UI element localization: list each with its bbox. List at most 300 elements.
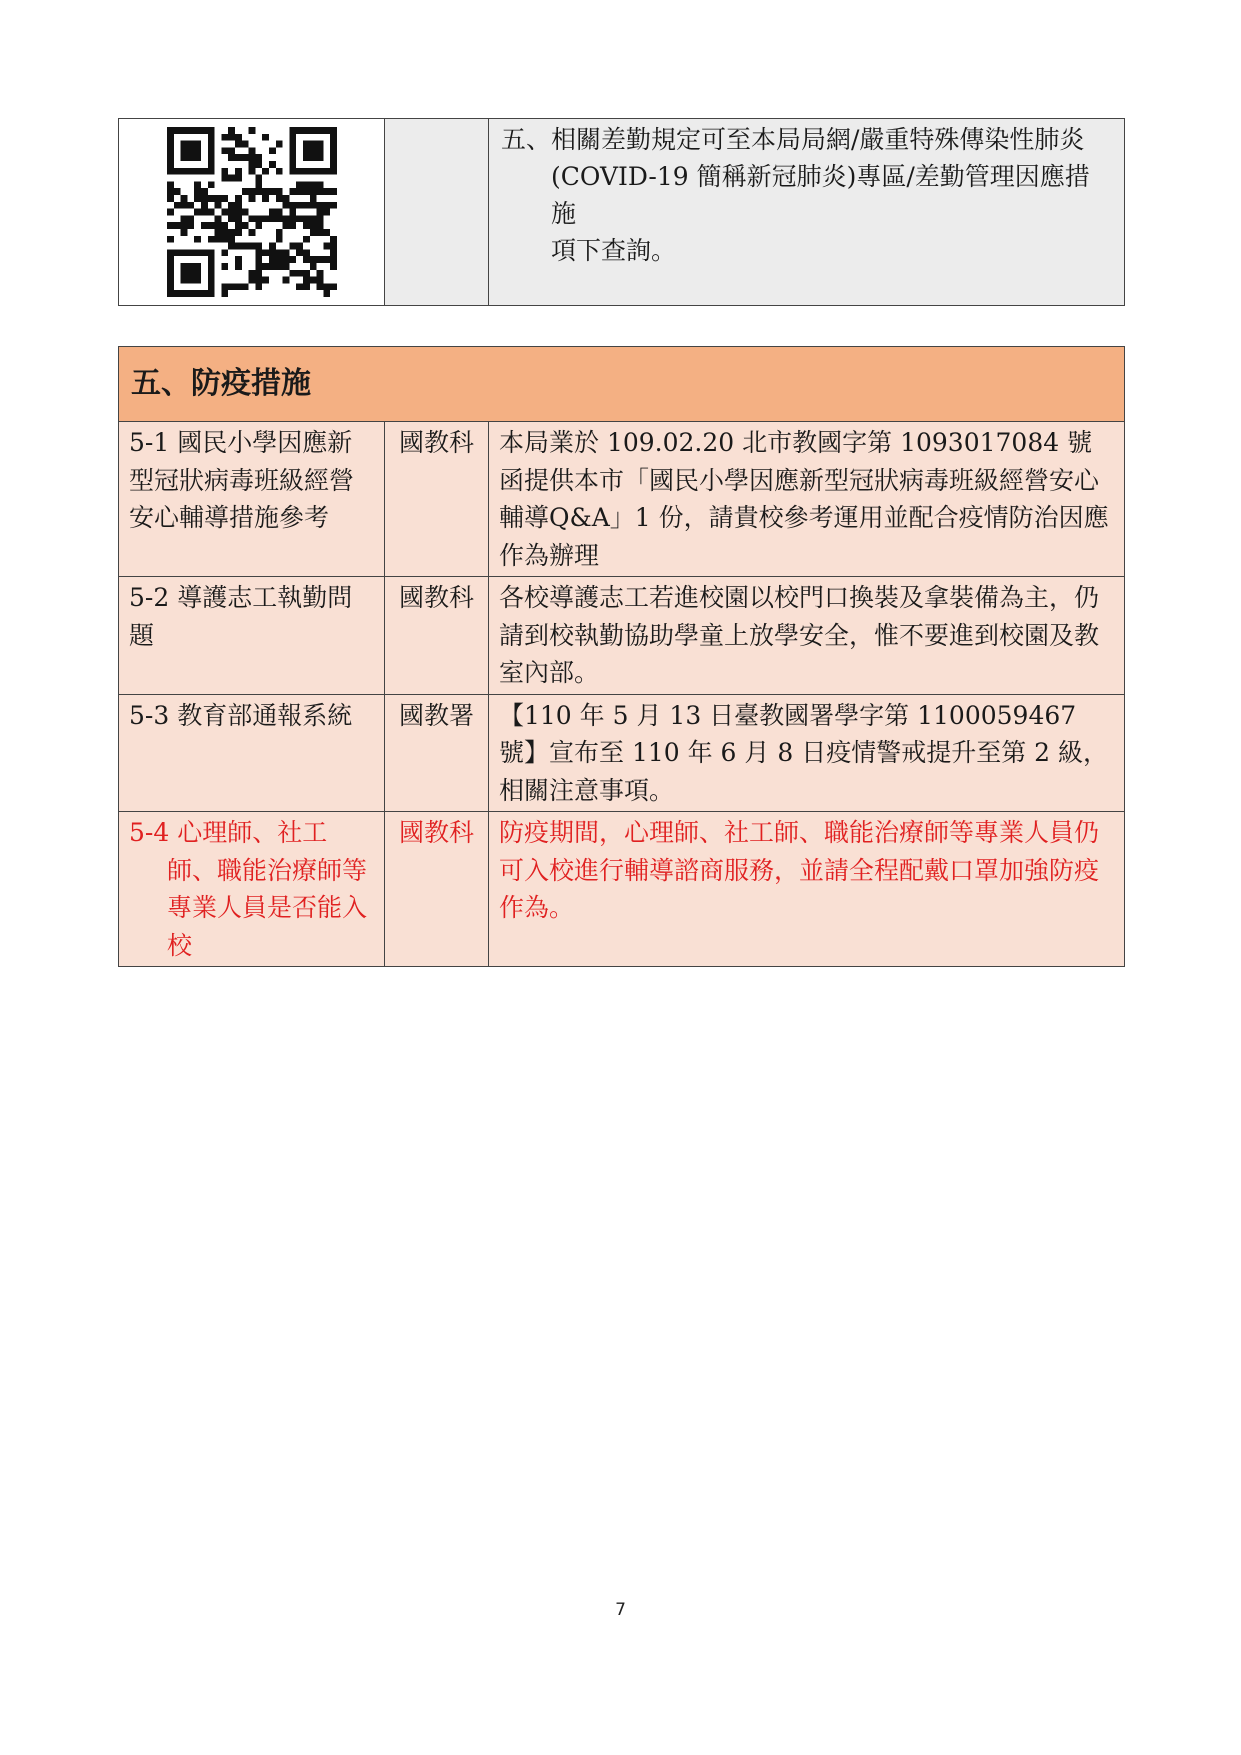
qr-module [248, 147, 255, 154]
qr-module [309, 188, 316, 195]
qr-module [235, 195, 242, 202]
qr-module [262, 134, 269, 141]
qr-module [194, 181, 201, 188]
qr-module [289, 147, 296, 154]
qr-module [228, 154, 235, 161]
qr-module [180, 154, 187, 161]
qr-module [323, 168, 330, 175]
qr-module [282, 202, 289, 209]
qr-module [187, 141, 194, 148]
qr-module [248, 188, 255, 195]
qr-module [180, 229, 187, 236]
qr-module [167, 222, 174, 229]
qr-module [282, 195, 289, 202]
qr-module [282, 277, 289, 284]
qr-module [316, 215, 323, 222]
qr-module [289, 243, 296, 250]
qr-module [207, 195, 214, 202]
qr-module [275, 215, 282, 222]
reference-note-cell [489, 119, 1125, 306]
qr-module [228, 243, 235, 250]
qr-module [303, 154, 310, 161]
qr-module [180, 270, 187, 277]
qr-module [303, 270, 310, 277]
qr-module [214, 229, 221, 236]
qr-module [330, 243, 337, 250]
qr-module [187, 263, 194, 270]
qr-module [289, 161, 296, 168]
qr-module [214, 202, 221, 209]
qr-module [167, 161, 174, 168]
qr-module [207, 147, 214, 154]
qr-module [228, 229, 235, 236]
qr-module [180, 195, 187, 202]
qr-module [316, 202, 323, 209]
qr-module [309, 202, 316, 209]
qr-module [180, 141, 187, 148]
qr-module [194, 147, 201, 154]
qr-module [173, 127, 180, 134]
qr-module [262, 263, 269, 270]
qr-module [303, 181, 310, 188]
qr-module [235, 243, 242, 250]
qr-module [167, 127, 174, 134]
qr-module [330, 141, 337, 148]
qr-module [167, 141, 174, 148]
qr-module [269, 147, 276, 154]
qr-module [221, 175, 228, 182]
qr-module [289, 209, 296, 216]
qr-module [330, 161, 337, 168]
qr-module [248, 127, 255, 134]
qr-module [316, 256, 323, 263]
qr-module [194, 127, 201, 134]
qr-module [316, 147, 323, 154]
qr-module [303, 202, 310, 209]
qr-module [316, 141, 323, 148]
qr-module [221, 283, 228, 290]
qr-module [303, 256, 310, 263]
qr-module [167, 283, 174, 290]
qr-module [323, 243, 330, 250]
qr-module [289, 202, 296, 209]
qr-module [316, 127, 323, 134]
qr-module [194, 290, 201, 297]
qr-module [173, 290, 180, 297]
qr-module [167, 209, 174, 216]
qr-module [309, 154, 316, 161]
qr-module [248, 229, 255, 236]
qr-module [330, 127, 337, 134]
qr-module [303, 215, 310, 222]
qr-module [309, 256, 316, 263]
qr-module [330, 134, 337, 141]
section-header-row [119, 347, 1125, 422]
qr-module [255, 188, 262, 195]
qr-module [207, 263, 214, 270]
qr-module [235, 209, 242, 216]
qr-module [303, 236, 310, 243]
qr-module [228, 215, 235, 222]
qr-module [296, 202, 303, 209]
qr-module [228, 147, 235, 154]
qr-module [207, 270, 214, 277]
unit-cell: 國教署 [385, 694, 489, 812]
qr-module [241, 154, 248, 161]
qr-module [316, 154, 323, 161]
qr-module [221, 263, 228, 270]
qr-module [330, 236, 337, 243]
qr-module [167, 249, 174, 256]
qr-module [248, 215, 255, 222]
qr-module [282, 263, 289, 270]
qr-module [330, 147, 337, 154]
table-row-highlighted [119, 812, 1125, 967]
qr-module [207, 236, 214, 243]
qr-module [221, 209, 228, 216]
qr-module [221, 168, 228, 175]
qr-module [235, 175, 242, 182]
qr-module [173, 202, 180, 209]
qr-module [167, 236, 174, 243]
qr-module [262, 215, 269, 222]
qr-module [248, 161, 255, 168]
qr-module [330, 154, 337, 161]
qr-module [289, 270, 296, 277]
qr-module [248, 195, 255, 202]
page-number: 7 [615, 1600, 626, 1620]
qr-module [323, 202, 330, 209]
qr-module [248, 168, 255, 175]
qr-module [194, 154, 201, 161]
item-cell [119, 422, 385, 577]
qr-module [201, 168, 208, 175]
qr-module [255, 215, 262, 222]
qr-module [303, 147, 310, 154]
qr-module [187, 127, 194, 134]
qr-module [269, 209, 276, 216]
qr-module [194, 168, 201, 175]
qr-module [323, 256, 330, 263]
qr-module [316, 168, 323, 175]
qr-module [262, 277, 269, 284]
qr-module [269, 215, 276, 222]
qr-module [187, 290, 194, 297]
qr-module [309, 195, 316, 202]
qr-module [289, 222, 296, 229]
qr-module [180, 168, 187, 175]
qr-module [282, 215, 289, 222]
content-cell: 各校導護志工若進校園以校門口換裝及拿裝備為主，仍請到校執勤協助學童上放學安全，惟不要進到校園及教室內部。 [489, 577, 1125, 695]
qr-module [303, 222, 310, 229]
qr-module [187, 154, 194, 161]
qr-module [316, 209, 323, 216]
qr-module [282, 249, 289, 256]
table-row [119, 577, 1125, 695]
qr-module [262, 188, 269, 195]
epidemic-prevention-table [118, 346, 1125, 967]
qr-module [207, 181, 214, 188]
qr-module [221, 249, 228, 256]
qr-module [309, 147, 316, 154]
section-title: 五、防疫措施 [119, 347, 1125, 422]
qr-module [303, 249, 310, 256]
qr-module [275, 188, 282, 195]
qr-module [187, 202, 194, 209]
qr-module [255, 277, 262, 284]
qr-module [173, 222, 180, 229]
qr-module [194, 141, 201, 148]
qr-module [255, 175, 262, 182]
qr-module [248, 243, 255, 250]
qr-module [289, 188, 296, 195]
qr-module [309, 141, 316, 148]
qr-module [255, 222, 262, 229]
qr-module [221, 195, 228, 202]
qr-module [194, 236, 201, 243]
qr-module [207, 161, 214, 168]
content-cell: 本局業於 109.02.20 北市教國字第 1093017084 號函提供本市「國民小學因應新型冠狀病毒班級經營安心輔導Q&A」1 份，請貴校參考運用並配合疫情防治因應作為辦理 [489, 422, 1125, 577]
qr-module [187, 222, 194, 229]
qr-module [167, 154, 174, 161]
qr-module [289, 168, 296, 175]
qr-module [269, 263, 276, 270]
qr-module [330, 202, 337, 209]
qr-code-icon [161, 121, 343, 303]
qr-module [207, 283, 214, 290]
qr-module [296, 270, 303, 277]
qr-module [235, 202, 242, 209]
qr-module [296, 249, 303, 256]
qr-module [207, 209, 214, 216]
qr-module [255, 283, 262, 290]
qr-module [289, 141, 296, 148]
qr-module [228, 283, 235, 290]
qr-module [248, 154, 255, 161]
qr-module [167, 290, 174, 297]
qr-module [316, 270, 323, 277]
qr-module [323, 127, 330, 134]
unit-cell: 國教科 [385, 422, 489, 577]
qr-module [303, 188, 310, 195]
unit-cell: 國教科 [385, 812, 489, 967]
qr-module [194, 188, 201, 195]
qr-module [221, 147, 228, 154]
qr-module [221, 236, 228, 243]
qr-module [262, 249, 269, 256]
qr-module [167, 147, 174, 154]
qr-module [228, 127, 235, 134]
reference-unit-cell [385, 119, 489, 306]
qr-module [180, 263, 187, 270]
item-label: 5-4 心理師、社工師、職能治療師等專業人員是否能入校 [129, 818, 368, 960]
qr-module [269, 256, 276, 263]
qr-module [228, 175, 235, 182]
qr-module [309, 181, 316, 188]
qr-module [241, 243, 248, 250]
qr-module [330, 263, 337, 270]
qr-module [330, 249, 337, 256]
qr-module [180, 222, 187, 229]
qr-module [194, 249, 201, 256]
qr-module [201, 202, 208, 209]
qr-module [207, 134, 214, 141]
qr-module [235, 141, 242, 148]
qr-module [330, 168, 337, 175]
qr-module [207, 127, 214, 134]
reference-note [489, 119, 1124, 269]
qr-module [296, 168, 303, 175]
qr-module [228, 134, 235, 141]
content-cell: 【110 年 5 月 13 日臺教國署學字第 1100059467 號】宣布至 110 年 6 月 8 日疫情警戒提升至第 2 級，相關注意事項。 [489, 694, 1125, 812]
qr-module [214, 195, 221, 202]
reference-note-line: 五、相關差勤規定可至本局局網/嚴重特殊傳染性肺炎 [501, 125, 1085, 154]
qr-module [296, 243, 303, 250]
qr-module [201, 209, 208, 216]
qr-module [269, 249, 276, 256]
qr-module [173, 168, 180, 175]
qr-module [194, 270, 201, 277]
qr-module [167, 270, 174, 277]
qr-module [201, 290, 208, 297]
qr-module [275, 263, 282, 270]
qr-module [309, 277, 316, 284]
qr-module [275, 249, 282, 256]
qr-module [194, 195, 201, 202]
qr-module [214, 222, 221, 229]
qr-module [289, 127, 296, 134]
qr-module [235, 168, 242, 175]
qr-module [275, 195, 282, 202]
qr-module [241, 283, 248, 290]
qr-module [207, 154, 214, 161]
qr-module [255, 154, 262, 161]
qr-module [201, 127, 208, 134]
qr-module [207, 277, 214, 284]
qr-module [201, 195, 208, 202]
qr-module [207, 256, 214, 263]
qr-module [303, 127, 310, 134]
content-cell: 防疫期間，心理師、社工師、職能治療師等專業人員仍可入校進行輔導諮商服務，並請全程配戴口罩加強防疫作為。 [489, 812, 1125, 967]
qr-module [248, 270, 255, 277]
qr-module [296, 215, 303, 222]
qr-module [309, 168, 316, 175]
qr-module [303, 277, 310, 284]
qr-module [180, 290, 187, 297]
qr-module [255, 263, 262, 270]
qr-module [255, 256, 262, 263]
qr-module [167, 263, 174, 270]
qr-module [330, 283, 337, 290]
item-cell [119, 577, 385, 695]
qr-cell [119, 119, 385, 306]
qr-module [241, 222, 248, 229]
qr-module [167, 277, 174, 284]
qr-module [309, 127, 316, 134]
qr-module [241, 188, 248, 195]
qr-module [194, 209, 201, 216]
qr-module [167, 168, 174, 175]
qr-module [214, 215, 221, 222]
qr-module [201, 188, 208, 195]
qr-module [180, 127, 187, 134]
qr-module [167, 181, 174, 188]
qr-module [323, 209, 330, 216]
qr-module [173, 249, 180, 256]
item-cell [119, 694, 385, 812]
unit-cell: 國教科 [385, 577, 489, 695]
qr-module [241, 141, 248, 148]
qr-module [167, 256, 174, 263]
qr-module [235, 229, 242, 236]
qr-module [309, 263, 316, 270]
qr-module [316, 188, 323, 195]
qr-module [187, 215, 194, 222]
qr-module [309, 229, 316, 236]
qr-module [275, 256, 282, 263]
qr-module [330, 256, 337, 263]
qr-module [180, 249, 187, 256]
reference-note-line: (COVID-19 簡稱新冠肺炎)專區/差勤管理因應措施 [551, 162, 1090, 228]
table-row [119, 694, 1125, 812]
table-row [119, 422, 1125, 577]
qr-module [228, 209, 235, 216]
qr-module [180, 215, 187, 222]
qr-module [235, 263, 242, 270]
qr-module [330, 188, 337, 195]
qr-module [187, 249, 194, 256]
qr-module [207, 141, 214, 148]
qr-module [187, 277, 194, 284]
qr-module [221, 290, 228, 297]
qr-module [235, 154, 242, 161]
qr-module [255, 249, 262, 256]
qr-module [282, 256, 289, 263]
qr-module [207, 222, 214, 229]
qr-module [221, 222, 228, 229]
qr-module [303, 283, 310, 290]
qr-module [296, 188, 303, 195]
qr-module [255, 161, 262, 168]
qr-module [180, 202, 187, 209]
qr-module [289, 215, 296, 222]
qr-module [275, 141, 282, 148]
qr-module [269, 188, 276, 195]
qr-module [316, 277, 323, 284]
reference-note-line: 項下查詢。 [551, 236, 677, 265]
qr-module [235, 283, 242, 290]
qr-module [228, 236, 235, 243]
qr-module [296, 127, 303, 134]
qr-module [269, 243, 276, 250]
qr-module [282, 222, 289, 229]
qr-module [194, 263, 201, 270]
qr-module [201, 222, 208, 229]
qr-module [269, 161, 276, 168]
qr-module [221, 229, 228, 236]
qr-module [316, 222, 323, 229]
qr-module [248, 277, 255, 284]
qr-module [316, 283, 323, 290]
item-label: 5-3 教育部通報系統 [129, 700, 353, 730]
qr-module [323, 283, 330, 290]
qr-module [289, 154, 296, 161]
item-label: 5-1 國民小學因應新型冠狀病毒班級經營安心輔導措施參考 [129, 428, 355, 532]
qr-module [194, 277, 201, 284]
qr-module [296, 283, 303, 290]
qr-module [187, 147, 194, 154]
qr-module [289, 256, 296, 263]
